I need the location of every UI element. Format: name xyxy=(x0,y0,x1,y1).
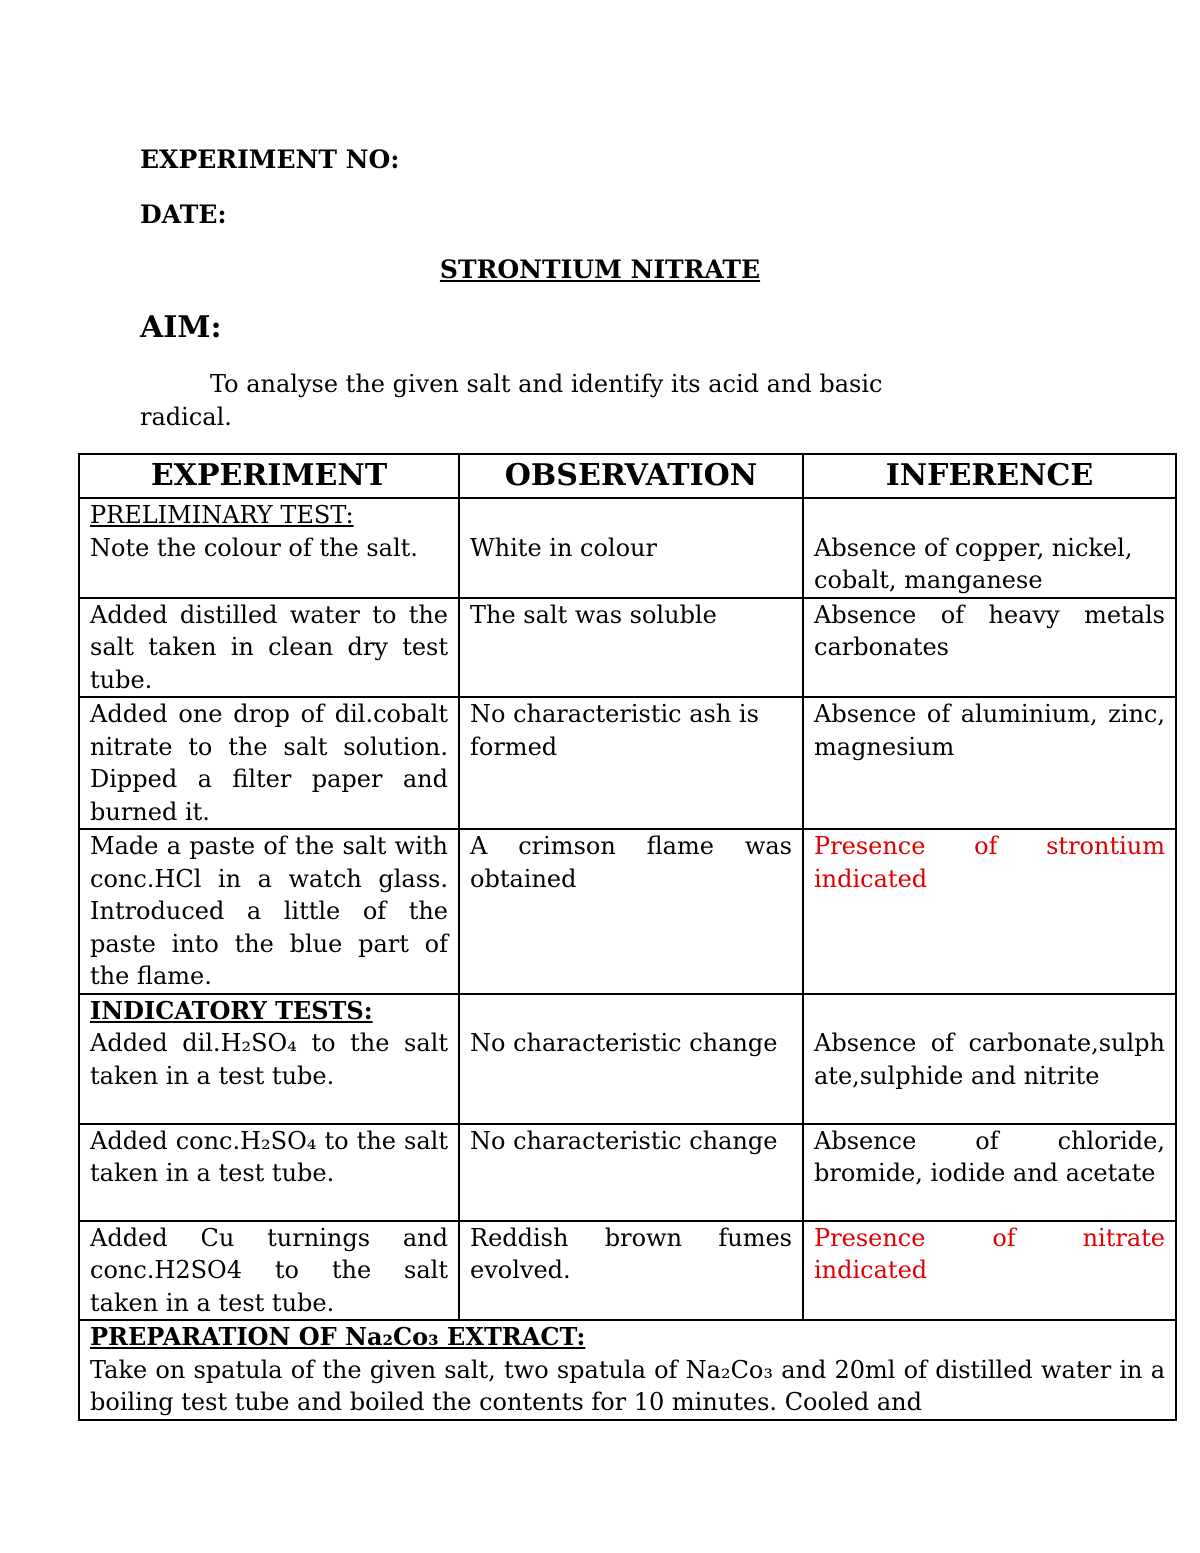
observation-cell xyxy=(459,829,803,994)
experiment-text: Added one drop of dil.cobalt nitrate to the salt solution. Dipped a filter paper and burned it. xyxy=(90,700,448,826)
analysis-table xyxy=(78,453,1177,1421)
column-header-inference: INFERENCE xyxy=(803,454,1176,498)
observation-text: No characteristic ash is formed xyxy=(470,700,759,761)
inference-text: Absence of aluminium, zinc, magnesium xyxy=(814,700,1165,761)
inference-text: Absence of chloride, bromide, iodide and acetate xyxy=(814,1126,1165,1187)
inference-cell xyxy=(803,1124,1176,1221)
inference-text: Absence of copper, nickel, cobalt, manganese xyxy=(814,533,1133,594)
experiment-cell xyxy=(79,498,459,598)
observation-text: A crimson flame was obtained xyxy=(470,832,792,893)
experiment-cell xyxy=(79,829,459,994)
inference-text: Absence of heavy metals carbonates xyxy=(814,600,1165,661)
inference-text: Presence of nitrate indicated xyxy=(814,1223,1165,1284)
observation-cell xyxy=(459,994,803,1124)
column-header-observation: OBSERVATION xyxy=(459,454,803,498)
experiment-text: Added distilled water to the salt taken in clean dry test tube. xyxy=(90,600,448,694)
observation-cell xyxy=(459,598,803,698)
observation-cell xyxy=(459,1124,803,1221)
experiment-cell: Added conc.H₂SO₄ to the salt taken in a test tube. xyxy=(79,1124,459,1221)
table-row xyxy=(79,1221,1176,1321)
inference-cell xyxy=(803,994,1176,1124)
observation-text: Reddish brown fumes evolved. xyxy=(470,1223,792,1284)
observation-text: No characteristic change xyxy=(470,1029,778,1057)
indicatory-tests-heading: INDICATORY TESTS: xyxy=(90,995,373,1025)
table-row xyxy=(79,697,1176,829)
inference-cell xyxy=(803,598,1176,698)
preparation-text: Take on spatula of the given salt, two spatula of Na₂Co₃ and 20ml of distilled water in a boiling test tube and boiled the contents for 10 minutes. Cooled and xyxy=(90,1355,1165,1416)
preparation-cell xyxy=(79,1320,1176,1420)
page-title: STRONTIUM NITRATE xyxy=(439,255,761,284)
inference-cell xyxy=(803,498,1176,598)
experiment-text: Made a paste of the salt with conc.HCl in a watch glass. Introduced a little of the paste into the blue part of the flame. xyxy=(90,832,448,990)
inference-cell xyxy=(803,697,1176,829)
aim-label: AIM: xyxy=(140,310,222,345)
table-row xyxy=(79,1124,1176,1221)
observation-text: No characteristic change xyxy=(470,1126,778,1155)
observation-text: White in colour xyxy=(470,533,657,562)
observation-cell xyxy=(459,697,803,829)
inference-cell xyxy=(803,829,1176,994)
table-row xyxy=(79,598,1176,698)
table-row xyxy=(79,994,1176,1124)
inference-text: Presence of strontium indicated xyxy=(814,832,1165,893)
experiment-text: Added Cu turnings and conc.H2SO4 to the salt taken in a test tube. xyxy=(90,1223,448,1317)
observation-cell xyxy=(459,1221,803,1321)
table-header-row xyxy=(79,454,1176,498)
experiment-number-label: EXPERIMENT NO: xyxy=(140,145,400,174)
observation-cell xyxy=(459,498,803,598)
column-header-experiment: EXPERIMENT xyxy=(79,454,459,498)
date-label: DATE: xyxy=(140,200,227,229)
experiment-cell xyxy=(79,1221,459,1321)
inference-cell xyxy=(803,1221,1176,1321)
experiment-text: Note the colour of the salt. xyxy=(90,533,418,562)
experiment-cell xyxy=(79,697,459,829)
observation-text: The salt was soluble xyxy=(470,600,717,629)
inference-text: Absence of carbonate,sulphate,sulphide and nitrite xyxy=(814,1029,1165,1090)
preliminary-test-heading: PRELIMINARY TEST: xyxy=(90,501,354,529)
table-row xyxy=(79,829,1176,994)
table-row xyxy=(79,498,1176,598)
table-row xyxy=(79,1320,1176,1420)
experiment-cell xyxy=(79,598,459,698)
experiment-text: Added dil.H₂SO₄ to the salt taken in a test tube. xyxy=(90,1029,448,1090)
aim-text: To analyse the given salt and identify its acid and basic radical. xyxy=(140,370,883,431)
experiment-cell xyxy=(79,994,459,1124)
preparation-heading: PREPARATION OF Na₂Co₃ EXTRACT: xyxy=(90,1322,586,1351)
